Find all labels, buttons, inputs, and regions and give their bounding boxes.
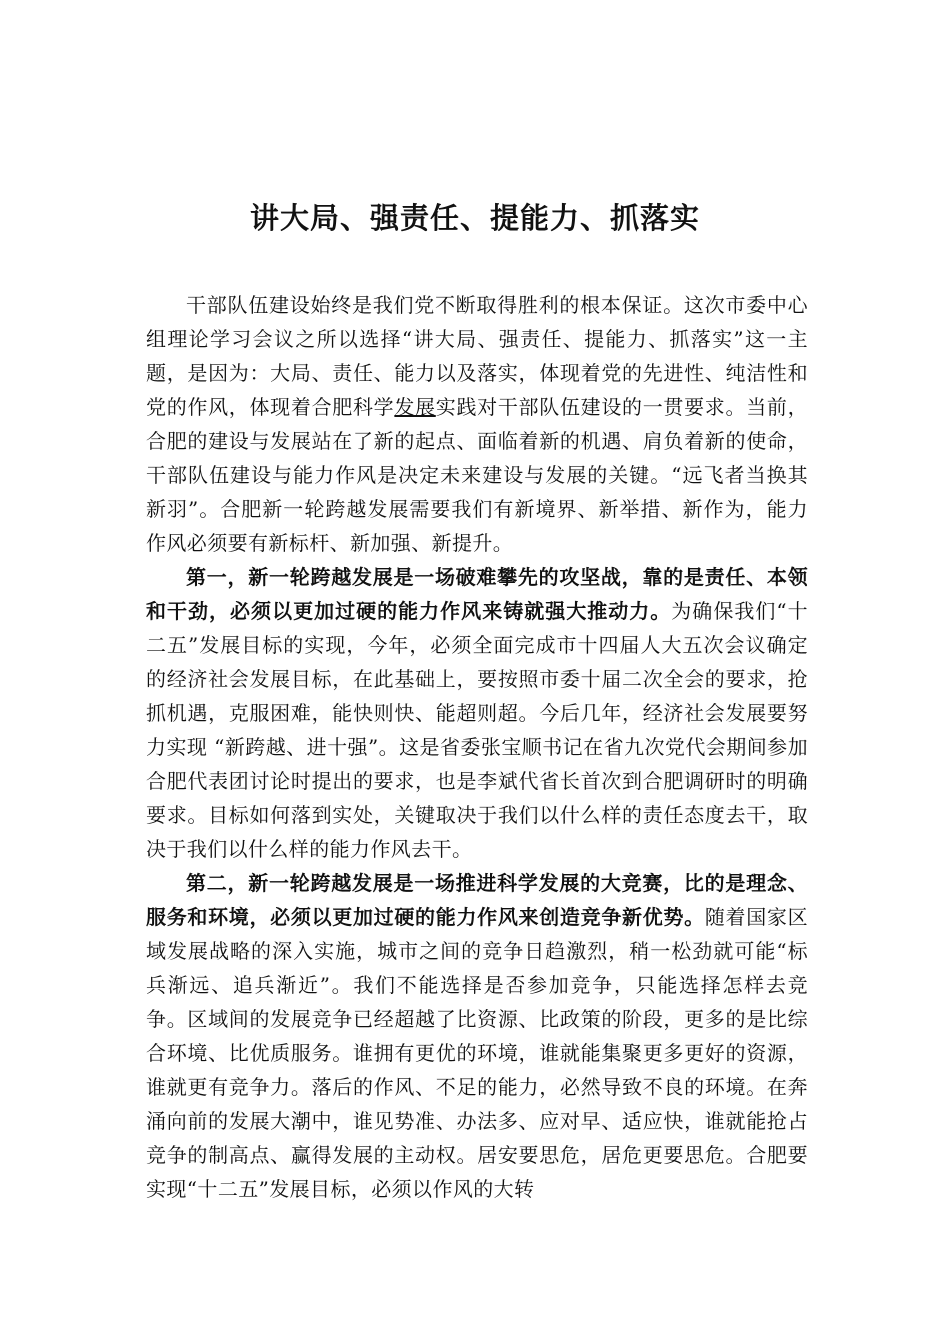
underlined-term: 发展 — [394, 395, 436, 419]
paragraph-second-point — [146, 866, 808, 1206]
paragraph-first-point — [146, 560, 808, 866]
paragraph-intro-text-end: 实践对干部队伍建设的一贯要求。当前，合肥的建设与发展站在了新的起点、面临着新的机遇、肩负着新的使命，干部队伍建设与能力作风是决定未来建设与发展的关键。“远飞者当换其新羽”。合肥新一轮跨越发展需要我们有新境界、新举措、新作为，能力作风必须要有新标杆、新加强、新提升。 — [146, 395, 808, 555]
second-point-heading: 第二，新一轮跨越发展是一场推进科学发展的大竞赛，比的是理念、服务和环境，必须以更加过硬的能力作风来创造竞争新优势。 — [146, 871, 808, 929]
second-point-text: 随着国家区域发展战略的深入实施，城市之间的竞争日趋激烈，稍一松劲就可能“标兵渐远、追兵渐近”。我们不能选择是否参加竞争，只能选择怎样去竞争。区域间的发展竞争已经超越了比资源、比政策的阶段，更多的是比综合环境、比优质服务。谁拥有更优的环境，谁就能集聚更多更好的资源，谁就更有竞争力。落后的作风、不足的能力，必然导致不良的环境。在奔涌向前的发展大潮中，谁见势准、办法多、应对早、适应快，谁就能抢占竞争的制高点、赢得发展的主动权。居安要思危，居危更要思危。合肥要实现“十二五”发展目标，必须以作风的大转 — [146, 905, 808, 1201]
document-title: 讲大局、强责任、提能力、抓落实 — [249, 201, 700, 235]
paragraph-intro-text-start: 干部队伍建设始终是我们党不断取得胜利的根本保证。这次市委中心组理论学习会议之所以选择“讲大局、强责任、提能力、抓落实”这一主题，是因为：大局、责任、能力以及落实，体现着党的先进性、纯洁性和党的作风，体现着合肥科学 — [146, 293, 808, 419]
paragraph-intro — [146, 288, 808, 560]
first-point-text: 为确保我们“十二五”发展目标的实现，今年，必须全面完成市十四届人大五次会议确定的经济社会发展目标，在此基础上，要按照市委十届二次全会的要求，抢抓机遇，克服困难，能快则快、能超则超。今后几年，经济社会发展要努力实现 “新跨越、进十强”。这是省委张宝顺书记在省九次党代会期间参加合肥代表团讨论时提出的要求，也是李斌代省长首次到合肥调研时的明确要求。目标如何落到实处，关键取决于我们以什么样的责任态度去干，取决于我们以什么样的能力作风去干。 — [146, 599, 808, 861]
document-body — [146, 288, 808, 1206]
first-point-heading: 第一，新一轮跨越发展是一场破难攀先的攻坚战，靠的是责任、本领和干劲，必须以更加过硬的能力作风来铸就强大推动力。 — [146, 565, 808, 623]
